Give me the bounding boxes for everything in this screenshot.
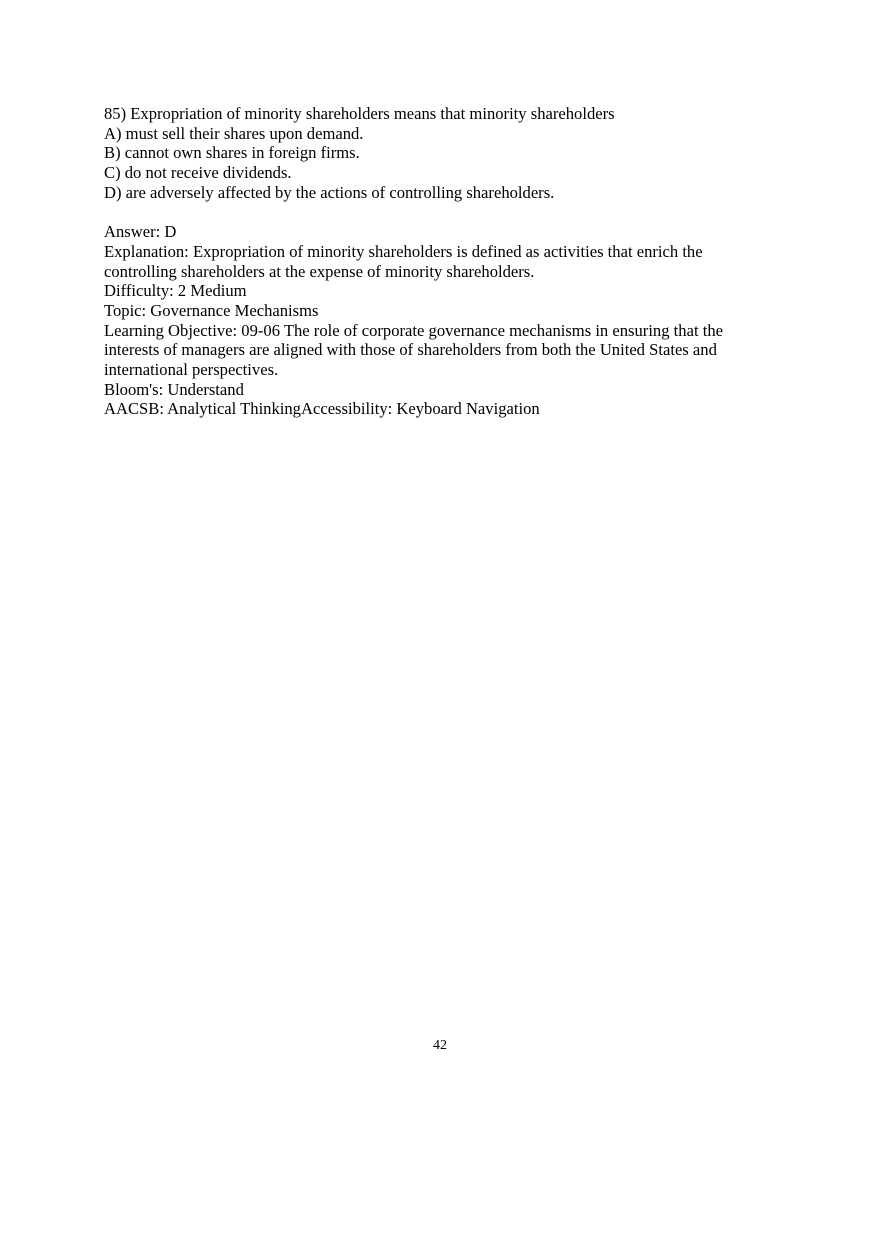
question-block: [104, 104, 723, 419]
option-c: C) do not receive dividends.: [104, 163, 292, 183]
option-a: A) must sell their shares upon demand.: [104, 123, 364, 143]
spacer: [104, 202, 723, 222]
learning-objective-line-3: international perspectives.: [104, 359, 279, 379]
option-d: D) are adversely affected by the actions of controlling shareholders.: [104, 182, 555, 202]
page-number: 42: [433, 1038, 447, 1053]
learning-objective-line-1: Learning Objective: 09-06 The role of corporate governance mechanisms in ensuring that the: [104, 320, 723, 340]
blooms: Bloom's: Understand: [104, 379, 244, 399]
aacsb: AACSB: Analytical ThinkingAccessibility: Keyboard Navigation: [104, 399, 540, 419]
learning-objective-line-2: interests of managers are aligned with those of shareholders from both the United States and: [104, 340, 717, 360]
topic: Topic: Governance Mechanisms: [104, 300, 319, 320]
difficulty: Difficulty: 2 Medium: [104, 281, 247, 301]
question-stem: 85) Expropriation of minority shareholders means that minority shareholders: [104, 104, 615, 123]
explanation-line-1: Explanation: Expropriation of minority shareholders is defined as activities that enrich the: [104, 241, 703, 261]
explanation-line-2: controlling shareholders at the expense of minority shareholders.: [104, 261, 535, 281]
option-b: B) cannot own shares in foreign firms.: [104, 143, 360, 163]
answer: Answer: D: [104, 222, 177, 242]
